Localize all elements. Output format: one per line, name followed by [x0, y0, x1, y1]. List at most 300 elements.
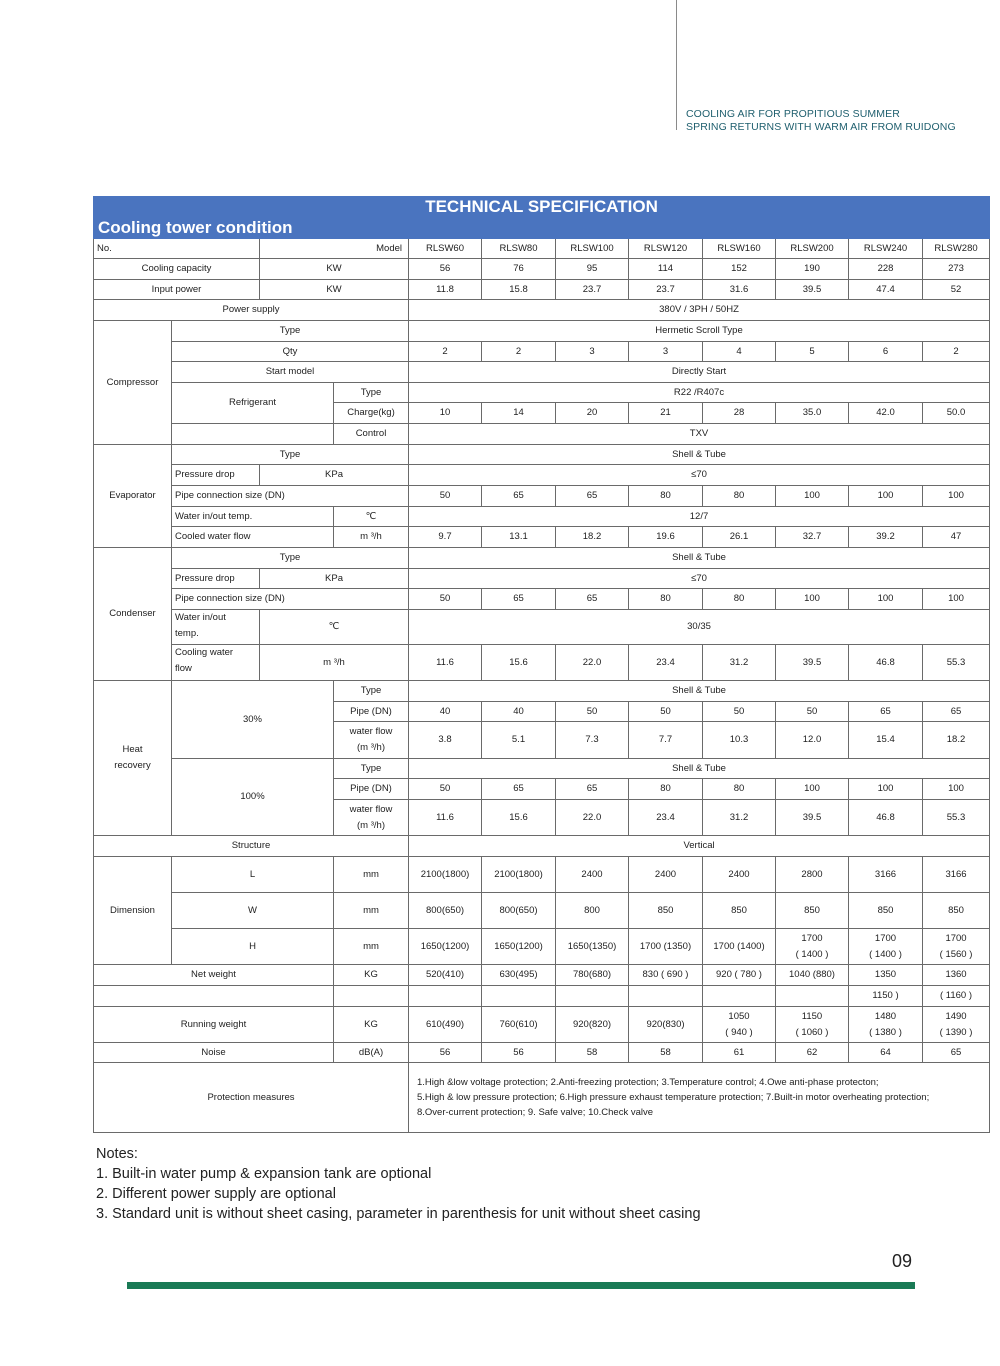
noise-row	[94, 1043, 990, 1063]
row-unit: KW	[260, 259, 409, 280]
running-weight-row	[94, 1007, 990, 1043]
row-label: Protection measures	[94, 1063, 409, 1133]
value-cell: 3.8	[409, 722, 482, 759]
value-cell: 40	[409, 702, 482, 722]
spec-subtitle: Cooling tower condition	[94, 218, 990, 239]
dimension-l-row	[94, 857, 990, 893]
compressor-type-row	[94, 321, 990, 342]
value-cell: 2	[923, 342, 990, 362]
value-cell: 850	[629, 893, 703, 929]
notes-title: Notes:	[96, 1146, 138, 1162]
value-cell: 1650(1200)	[482, 929, 556, 965]
value-cell: 2	[409, 342, 482, 362]
value-cell: 7.3	[556, 722, 629, 759]
condenser-water-row	[94, 610, 990, 645]
empty-cell	[703, 986, 776, 1007]
merged-value-cell: ≤70	[409, 569, 990, 589]
value-cell: 13.1	[482, 527, 556, 548]
value-cell: 65	[482, 779, 556, 800]
compressor-control-row	[94, 424, 990, 445]
row-label: Pressure drop	[172, 465, 260, 486]
value-cell: 2100(1800)	[409, 857, 482, 893]
value-cell: 12.0	[776, 722, 849, 759]
empty-cell	[334, 986, 409, 1007]
value-cell: 65	[482, 589, 556, 610]
value-cell: 55.3	[923, 800, 990, 836]
row-label: Net weight	[94, 965, 334, 986]
value-cell: 100	[849, 779, 923, 800]
value-cell: 1350	[849, 965, 923, 986]
row-label: Type	[172, 321, 409, 342]
hr100-label: 100%	[172, 759, 334, 836]
value-cell: 50	[409, 589, 482, 610]
merged-value-cell: Shell & Tube	[409, 445, 990, 465]
empty-cell	[556, 986, 629, 1007]
value-cell: 273	[923, 259, 990, 280]
value-cell: 65	[923, 1043, 990, 1063]
value-cell: 56	[409, 259, 482, 280]
value-cell: 31.2	[703, 645, 776, 681]
value-cell: 50.0	[923, 403, 990, 424]
row-label: W	[172, 893, 334, 929]
label-line: recovery	[114, 760, 151, 771]
row-unit: dB(A)	[334, 1043, 409, 1063]
row-unit: mm	[334, 893, 409, 929]
value-cell: 55.3	[923, 645, 990, 681]
value-cell: 15.8	[482, 280, 556, 300]
empty-cell	[409, 986, 482, 1007]
value-cell: 100	[923, 589, 990, 610]
notes-section	[96, 1144, 701, 1224]
value-cell: 20	[556, 403, 629, 424]
row-label: Running weight	[94, 1007, 334, 1043]
label-line: water flow	[349, 726, 393, 737]
value-cell: 228	[849, 259, 923, 280]
row-label: Type	[172, 548, 409, 569]
subtitle-row	[94, 218, 990, 239]
merged-value-cell: 380V / 3PH / 50HZ	[409, 300, 990, 321]
merged-value-cell: Vertical	[409, 836, 990, 857]
value-cell: 3	[556, 342, 629, 362]
merged-value-cell: Shell & Tube	[409, 759, 990, 779]
row-label: Control	[334, 424, 409, 445]
value-cell: 61	[703, 1043, 776, 1063]
model-label: Model	[260, 239, 409, 259]
value-cell: 6	[849, 342, 923, 362]
section-label-condenser: Condenser	[94, 548, 172, 681]
value-cell: 19.6	[629, 527, 703, 548]
value-cell: 39.2	[849, 527, 923, 548]
evaporator-water-row	[94, 507, 990, 527]
row-label: Type	[172, 445, 409, 465]
value-cell	[703, 1007, 776, 1043]
row-unit: KPa	[260, 465, 409, 486]
value-cell: 65	[556, 779, 629, 800]
value-cell: 800(650)	[482, 893, 556, 929]
merged-value-cell: Hermetic Scroll Type	[409, 321, 990, 342]
condenser-pipe-row	[94, 589, 990, 610]
value-cell: 100	[923, 779, 990, 800]
value-cell: 65	[923, 702, 990, 722]
row-unit: ℃	[260, 610, 409, 645]
value-cell: 22.0	[556, 645, 629, 681]
value-cell: 65	[556, 486, 629, 507]
model-header: RLSW160	[703, 239, 776, 259]
value-cell: 39.5	[776, 280, 849, 300]
value-cell: 39.5	[776, 800, 849, 836]
value-cell: 5	[776, 342, 849, 362]
value-line: 1490	[945, 1010, 967, 1022]
value-cell: 100	[923, 486, 990, 507]
net-weight-row	[94, 965, 990, 986]
value-line: ( 940 )	[725, 1026, 753, 1038]
row-label: Pressure drop	[172, 569, 260, 589]
merged-value-cell: R22 /R407c	[409, 383, 990, 403]
label-line: Water in/out	[175, 612, 226, 623]
value-cell: 23.7	[556, 280, 629, 300]
value-cell: 1360	[923, 965, 990, 986]
empty-cell	[776, 986, 849, 1007]
value-cell: 3166	[923, 857, 990, 893]
value-cell: 850	[776, 893, 849, 929]
value-cell: 35.0	[776, 403, 849, 424]
value-cell: 58	[629, 1043, 703, 1063]
value-cell: 1650(1350)	[556, 929, 629, 965]
value-cell: 9.7	[409, 527, 482, 548]
value-cell: 80	[629, 486, 703, 507]
hr30-type-row	[94, 681, 990, 702]
value-cell: 3	[629, 342, 703, 362]
value-cell: 95	[556, 259, 629, 280]
value-cell: 15.6	[482, 800, 556, 836]
value-cell: 11.8	[409, 280, 482, 300]
value-cell: 11.6	[409, 645, 482, 681]
hr30-label: 30%	[172, 681, 334, 759]
structure-row	[94, 836, 990, 857]
value-cell: 780(680)	[556, 965, 629, 986]
page-number: 09	[892, 1251, 913, 1271]
value-cell	[923, 929, 990, 965]
value-line: ( 1560 )	[939, 948, 973, 960]
value-cell: 46.8	[849, 800, 923, 836]
value-cell: 1040 (880)	[776, 965, 849, 986]
row-label	[172, 610, 260, 645]
row-unit: ℃	[334, 507, 409, 527]
empty-cell	[629, 986, 703, 1007]
value-cell: 18.2	[923, 722, 990, 759]
value-cell: 850	[923, 893, 990, 929]
value-cell: 3166	[849, 857, 923, 893]
value-cell: 15.4	[849, 722, 923, 759]
row-label: Pipe (DN)	[334, 702, 409, 722]
table-header-row	[94, 239, 990, 259]
merged-value-cell: 30/35	[409, 610, 990, 645]
evaporator-type-row	[94, 445, 990, 465]
value-cell: 22.0	[556, 800, 629, 836]
row-unit: KPa	[260, 569, 409, 589]
value-cell: 15.6	[482, 645, 556, 681]
label-line: Heat	[122, 744, 143, 755]
value-cell: 850	[703, 893, 776, 929]
value-cell: 10.3	[703, 722, 776, 759]
value-line: 1480	[874, 1010, 897, 1022]
model-header: RLSW100	[556, 239, 629, 259]
value-cell: 39.5	[776, 645, 849, 681]
dimension-h-row	[94, 929, 990, 965]
value-cell: 58	[556, 1043, 629, 1063]
section-label-evaporator: Evaporator	[94, 445, 172, 548]
value-cell: 2400	[703, 857, 776, 893]
value-cell: 100	[849, 589, 923, 610]
compressor-start-row	[94, 362, 990, 383]
value-cell: 920(830)	[629, 1007, 703, 1043]
row-label: Type	[334, 383, 409, 403]
value-cell: 80	[629, 779, 703, 800]
value-line: 1700	[874, 932, 897, 944]
note-item: 2. Different power supply are optional	[96, 1186, 336, 1202]
empty-cell	[94, 986, 334, 1007]
value-cell	[923, 1007, 990, 1043]
value-cell: 76	[482, 259, 556, 280]
technical-spec-table	[93, 196, 990, 1133]
section-label-heat-recovery	[94, 681, 172, 836]
label-line: Cooling water	[175, 647, 234, 658]
value-cell: 50	[409, 779, 482, 800]
protection-line: 5.High & low pressure protection; 6.High pressure exhaust temperature protection; 7.Built-in motor overheating protection;	[417, 1092, 930, 1103]
value-cell: 850	[849, 893, 923, 929]
value-cell: 28	[703, 403, 776, 424]
value-cell: 2800	[776, 857, 849, 893]
row-label: Cooling capacity	[94, 259, 260, 280]
value-cell: 47.4	[849, 280, 923, 300]
value-cell: 2100(1800)	[482, 857, 556, 893]
value-cell: 100	[776, 486, 849, 507]
empty-cell	[172, 424, 334, 445]
title-row	[94, 197, 990, 218]
value-cell: 1650(1200)	[409, 929, 482, 965]
label-line: water flow	[349, 803, 393, 815]
merged-value-cell: Shell & Tube	[409, 681, 990, 702]
value-cell: 920 ( 780 )	[703, 965, 776, 986]
label-line: temp.	[175, 628, 199, 639]
merged-value-cell: Directly Start	[409, 362, 990, 383]
value-cell: 100	[776, 779, 849, 800]
condenser-type-row	[94, 548, 990, 569]
value-cell: 2400	[556, 857, 629, 893]
value-cell: 10	[409, 403, 482, 424]
value-line: ( 1400 )	[795, 948, 829, 960]
value-cell: 65	[849, 702, 923, 722]
protection-line: 1.High &low voltage protection; 2.Anti-freezing protection; 3.Temperature control; 4.Owe anti-phase protecton;	[417, 1077, 879, 1088]
tagline-line-1: COOLING AIR FOR PROPITIOUS SUMMER	[686, 108, 900, 120]
row-label: Start model	[172, 362, 409, 383]
row-unit: KG	[334, 965, 409, 986]
header-divider-line	[676, 0, 677, 130]
value-cell: 23.4	[629, 800, 703, 836]
row-label: Structure	[94, 836, 409, 857]
model-header: RLSW280	[923, 239, 990, 259]
label-line: (m ³/h)	[357, 742, 385, 753]
protection-row	[94, 1063, 990, 1133]
value-line: ( 1380 )	[869, 1026, 902, 1038]
section-label-compressor: Compressor	[94, 321, 172, 445]
value-cell: 1700 (1400)	[703, 929, 776, 965]
value-cell: 31.6	[703, 280, 776, 300]
row-label: L	[172, 857, 334, 893]
value-cell: 920(820)	[556, 1007, 629, 1043]
value-line: 1700	[801, 932, 823, 944]
merged-value-cell: ≤70	[409, 465, 990, 486]
net-weight-extra-row	[94, 986, 990, 1007]
value-cell: 40	[482, 702, 556, 722]
value-cell: ( 1160 )	[923, 986, 990, 1007]
value-cell	[776, 1007, 849, 1043]
value-cell	[849, 929, 923, 965]
value-cell: 31.2	[703, 800, 776, 836]
value-cell: 50	[409, 486, 482, 507]
evaporator-pipe-row	[94, 486, 990, 507]
value-cell: 80	[703, 779, 776, 800]
value-line: ( 1390 )	[939, 1026, 973, 1038]
compressor-qty-row	[94, 342, 990, 362]
value-cell: 520(410)	[409, 965, 482, 986]
row-label: Qty	[172, 342, 409, 362]
row-label: Noise	[94, 1043, 334, 1063]
value-cell: 42.0	[849, 403, 923, 424]
row-label	[172, 645, 260, 681]
value-cell: 64	[849, 1043, 923, 1063]
value-cell: 50	[629, 702, 703, 722]
row-unit: mm	[334, 857, 409, 893]
value-cell: 65	[556, 589, 629, 610]
model-header: RLSW240	[849, 239, 923, 259]
value-cell: 65	[482, 486, 556, 507]
value-cell: 800	[556, 893, 629, 929]
value-cell: 1700 (1350)	[629, 929, 703, 965]
value-line: ( 1060 )	[795, 1026, 829, 1038]
value-cell: 56	[409, 1043, 482, 1063]
row-label: Charge(kg)	[334, 403, 409, 424]
model-header: RLSW200	[776, 239, 849, 259]
value-cell: 50	[776, 702, 849, 722]
value-cell: 2400	[629, 857, 703, 893]
note-item: 1. Built-in water pump & expansion tank are optional	[96, 1166, 432, 1182]
section-label-dimension: Dimension	[94, 857, 172, 965]
value-cell: 152	[703, 259, 776, 280]
model-header: RLSW120	[629, 239, 703, 259]
refrigerant-label: Refrigerant	[172, 383, 334, 424]
spec-title: TECHNICAL SPECIFICATION	[94, 197, 990, 218]
protection-line: 8.Over-current protection; 9. Safe valve; 10.Check valve	[417, 1107, 654, 1118]
no-label: No.	[94, 239, 260, 259]
hr100-type-row	[94, 759, 990, 779]
empty-cell	[482, 986, 556, 1007]
power-supply-row	[94, 300, 990, 321]
value-cell: 50	[556, 702, 629, 722]
value-cell: 114	[629, 259, 703, 280]
value-cell: 760(610)	[482, 1007, 556, 1043]
evaporator-pressure-row	[94, 465, 990, 486]
row-label: Power supply	[94, 300, 409, 321]
label-line: flow	[175, 663, 192, 674]
model-header: RLSW80	[482, 239, 556, 259]
row-label	[334, 800, 409, 836]
tagline-line-2: SPRING RETURNS WITH WARM AIR FROM RUIDONG	[686, 121, 956, 133]
value-cell: 100	[849, 486, 923, 507]
value-cell: 800(650)	[409, 893, 482, 929]
row-unit: mm	[334, 929, 409, 965]
value-cell: 56	[482, 1043, 556, 1063]
value-line: 1050	[728, 1010, 750, 1022]
row-label: H	[172, 929, 334, 965]
row-unit: KW	[260, 280, 409, 300]
label-line: (m ³/h)	[357, 819, 385, 831]
model-header: RLSW60	[409, 239, 482, 259]
value-cell: 100	[776, 589, 849, 610]
condenser-pressure-row	[94, 569, 990, 589]
protection-measures-cell	[409, 1063, 990, 1133]
dimension-w-row	[94, 893, 990, 929]
value-cell: 62	[776, 1043, 849, 1063]
value-cell: 630(495)	[482, 965, 556, 986]
value-line: ( 1400 )	[869, 948, 902, 960]
value-cell: 23.4	[629, 645, 703, 681]
row-label: Pipe (DN)	[334, 779, 409, 800]
note-item: 3. Standard unit is without sheet casing, parameter in parenthesis for unit without sheet casing	[96, 1206, 701, 1222]
value-cell: 32.7	[776, 527, 849, 548]
value-cell: 26.1	[703, 527, 776, 548]
value-line: 1700	[945, 932, 967, 944]
value-cell: 18.2	[556, 527, 629, 548]
evaporator-flow-row	[94, 527, 990, 548]
row-label: Water in/out temp.	[172, 507, 334, 527]
value-cell: 80	[629, 589, 703, 610]
value-cell	[776, 929, 849, 965]
value-cell: 610(490)	[409, 1007, 482, 1043]
row-label	[334, 722, 409, 759]
row-unit: m ³/h	[334, 527, 409, 548]
value-cell: 47	[923, 527, 990, 548]
row-unit: m ³/h	[260, 645, 409, 681]
value-cell: 46.8	[849, 645, 923, 681]
condenser-flow-row	[94, 645, 990, 681]
header-tagline	[686, 108, 956, 134]
value-cell	[849, 1007, 923, 1043]
row-label: Pipe connection size (DN)	[172, 589, 409, 610]
value-cell: 830 ( 690 )	[629, 965, 703, 986]
footer-bar	[127, 1282, 915, 1289]
value-cell: 7.7	[629, 722, 703, 759]
row-label: Type	[334, 681, 409, 702]
value-cell: 80	[703, 589, 776, 610]
row-label: Pipe connection size (DN)	[172, 486, 409, 507]
value-cell: 4	[703, 342, 776, 362]
merged-value-cell: 12/7	[409, 507, 990, 527]
value-cell: 14	[482, 403, 556, 424]
value-cell: 21	[629, 403, 703, 424]
value-cell: 23.7	[629, 280, 703, 300]
row-label: Type	[334, 759, 409, 779]
value-cell: 52	[923, 280, 990, 300]
cooling-capacity-row	[94, 259, 990, 280]
value-cell: 190	[776, 259, 849, 280]
value-cell: 1150 )	[849, 986, 923, 1007]
value-line: 1150	[801, 1010, 823, 1022]
value-cell: 11.6	[409, 800, 482, 836]
value-cell: 2	[482, 342, 556, 362]
value-cell: 80	[703, 486, 776, 507]
row-unit: KG	[334, 1007, 409, 1043]
